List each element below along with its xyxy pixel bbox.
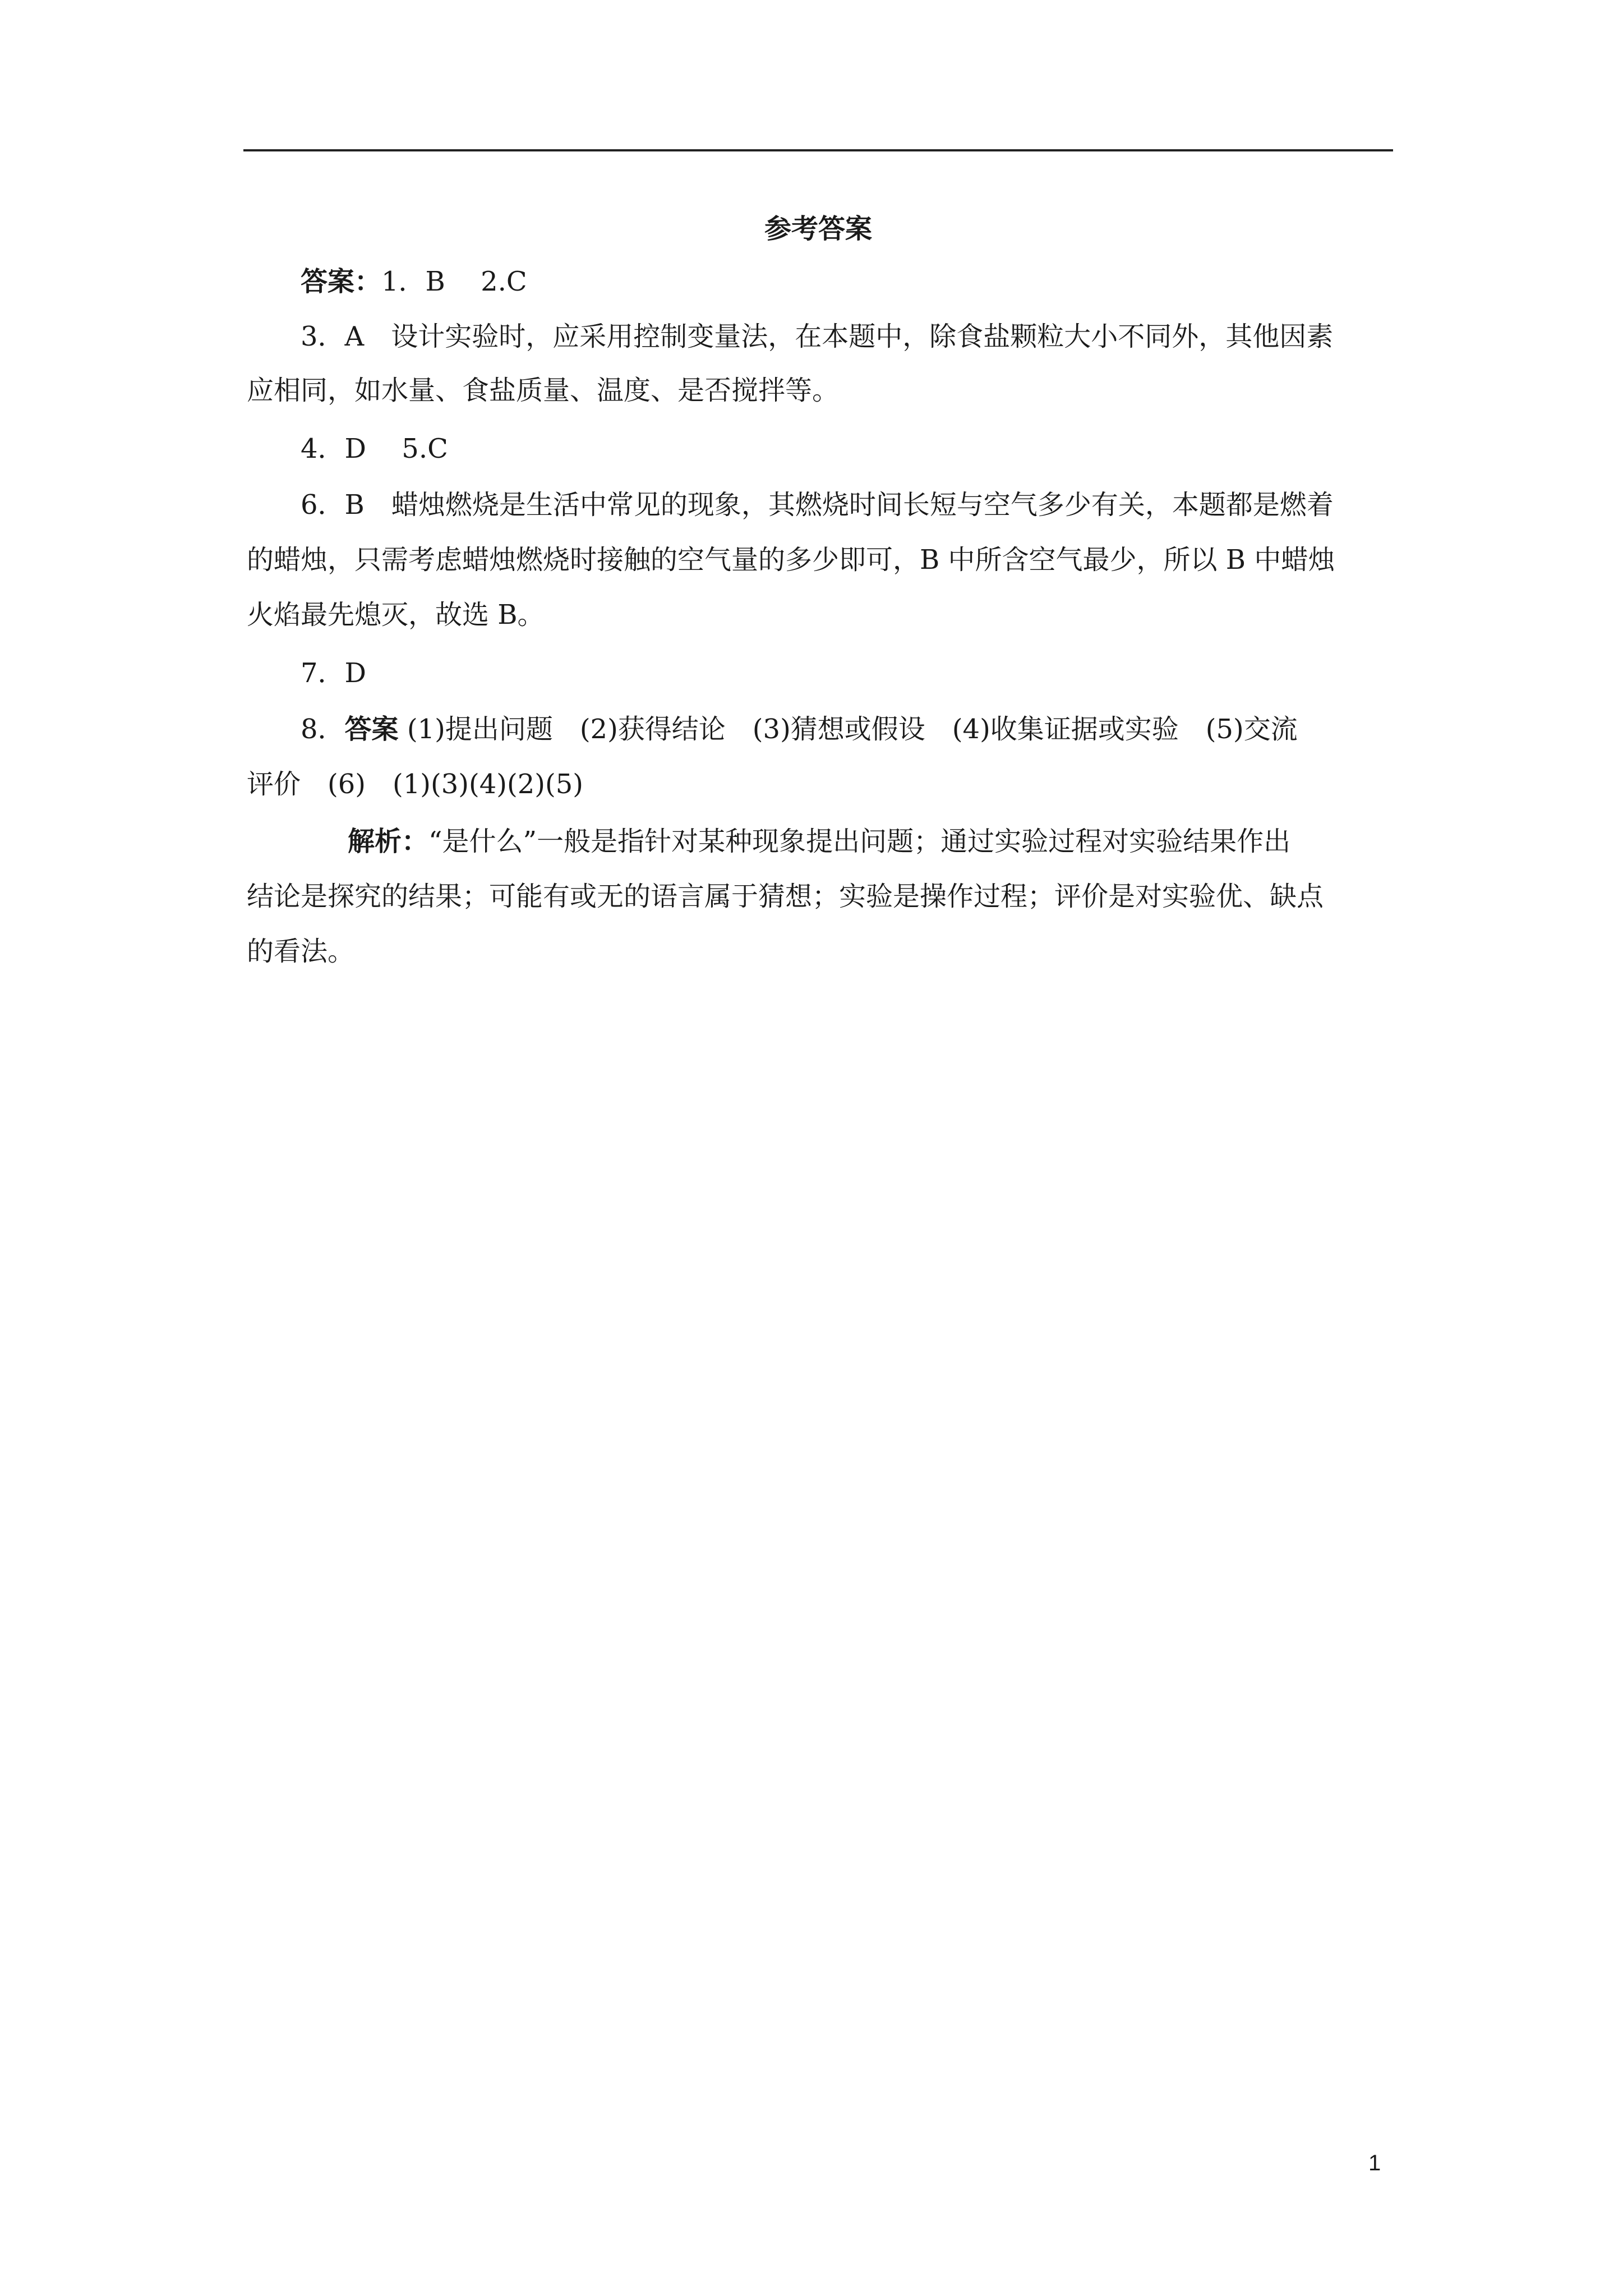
analysis-text: “是什么”一般是指针对某种现象提出问题；通过实验过程对实验结果作出 [428, 826, 1291, 857]
answer-line-1-2 [301, 261, 527, 302]
header-rule [243, 149, 1393, 151]
answer-6-line-2: 的蜡烛，只需考虑蜡烛燃烧时接触的空气量的多少即可，B 中所含空气最少，所以 B 中蜡烛 [247, 544, 1335, 576]
answer-8-label: 答案 [344, 714, 399, 745]
answer-values: 1．B 2.C [381, 266, 527, 297]
answer-6-line-1: 6．B 蜡烛燃烧是生活中常见的现象，其燃烧时间长短与空气多少有关，本题都是燃着 [301, 489, 1334, 521]
analysis-line-3: 的看法。 [247, 936, 355, 967]
answer-4-5: 4．D 5.C [301, 433, 448, 464]
analysis-label: 解析： [348, 826, 429, 857]
analysis-line-1 [348, 821, 1290, 862]
answer-label: 答案： [301, 266, 382, 297]
page-number: 1 [1368, 2151, 1381, 2175]
answer-3-line-1: 3．A 设计实验时，应采用控制变量法，在本题中，除食盐颗粒大小不同外，其他因素 [301, 321, 1334, 352]
page-title: 参考答案 [764, 213, 872, 245]
answer-6-line-3: 火焰最先熄灭，故选 B。 [247, 599, 545, 631]
answer-7: 7．D [301, 657, 367, 689]
answer-3-line-2: 应相同，如水量、食盐质量、温度、是否搅拌等。 [247, 375, 840, 406]
answer-8-line-2: 评价 (6) (1)(3)(4)(2)(5) [247, 769, 583, 800]
analysis-line-2: 结论是探究的结果；可能有或无的语言属于猜想；实验是操作过程；评价是对实验优、缺点 [247, 881, 1324, 912]
answer-8-line-1 [301, 709, 1298, 749]
answer-8-text: (1)提出问题 (2)获得结论 (3)猜想或假设 (4)收集证据或实验 (5)交流 [398, 714, 1298, 745]
answer-8-prefix: 8． [301, 714, 345, 745]
